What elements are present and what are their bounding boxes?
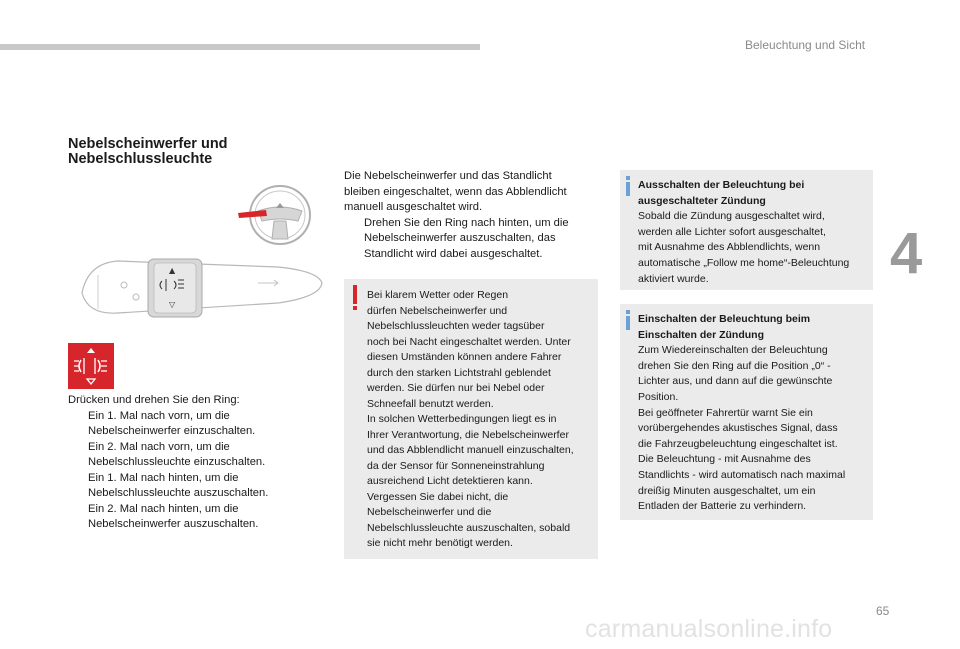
warning-line: Bei klarem Wetter oder Regen xyxy=(367,289,509,301)
fog-light-icon xyxy=(68,343,114,389)
list-item-line: Nebelscheinwerfer einzuschalten. xyxy=(88,425,256,437)
list-item-line: Ein 2. Mal nach vorn, um die xyxy=(88,440,230,453)
warning-line: Schneefall benutzt werden. xyxy=(367,397,494,410)
list-item xyxy=(344,216,594,263)
info-line: drehen Sie den Ring auf die Position „0“ - xyxy=(638,359,831,372)
list-item-line: Nebelschlussleuchte einzuschalten. xyxy=(88,456,266,468)
info-icon-bar xyxy=(626,316,630,330)
info-title: Einschalten der Beleuchtung beim xyxy=(638,313,811,325)
warning-box xyxy=(344,279,598,559)
paragraph-line: bleiben eingeschaltet, wenn das Abblendlicht xyxy=(344,185,567,198)
steering-wheel-illustration xyxy=(236,181,316,247)
info-line: Standlichts - wird automatisch nach maximal xyxy=(638,468,846,481)
info-line: werden alle Lichter sofort ausgeschaltet, xyxy=(638,225,826,238)
warning-line: Nebelscheinwerfer und die xyxy=(367,506,492,518)
list-item-line: Nebelscheinwerfer auszuschalten. xyxy=(88,518,259,530)
warning-icon-dot xyxy=(353,306,357,310)
info-line: dreißig Minuten ausgeschaltet, um ein xyxy=(638,484,816,497)
warning-line: diesen Umständen können andere Fahrer xyxy=(367,351,562,363)
paragraph-line: Die Nebelscheinwerfer und das Standlicht xyxy=(344,170,552,182)
info-line: Position. xyxy=(638,390,679,403)
list-item xyxy=(68,409,303,440)
list-item-line: Nebelschlussleuchte auszuschalten. xyxy=(88,487,269,499)
warning-line: Ihrer Verantwortung, die Nebelscheinwerfer xyxy=(367,428,569,441)
info-text xyxy=(638,312,870,515)
page-number: 65 xyxy=(876,604,890,618)
warning-text xyxy=(367,288,593,552)
warning-line: und das Abblendlicht manuell einzuschalten, xyxy=(367,444,574,456)
list-item-line: Standlicht wird dabei ausgeschaltet. xyxy=(364,247,543,260)
info-line: Lichter aus, und dann auf die gewünschte xyxy=(638,375,833,388)
info-text xyxy=(638,178,870,287)
info-icon xyxy=(626,310,630,314)
list-item xyxy=(68,471,303,502)
watermark: carmanualsonline.info xyxy=(585,615,833,643)
info-line: Entladen der Batterie zu verhindern. xyxy=(638,500,807,513)
ring-instructions xyxy=(68,393,303,533)
info-line: automatische „Follow me home“-Beleuchtung xyxy=(638,256,850,269)
warning-line: Vergessen Sie dabei nicht, die xyxy=(367,490,509,503)
lighting-stalk-illustration xyxy=(78,253,324,323)
info-box-lights-on xyxy=(620,304,873,520)
warning-line: ausreichend Licht detektieren kann. xyxy=(367,475,533,487)
warning-line: noch bei Nacht eingeschaltet werden. Unter xyxy=(367,335,571,348)
warning-line: Nebelschlussleuchte auszuschalten, sobald xyxy=(367,521,571,534)
list-item xyxy=(68,440,303,471)
ring-intro: Drücken und drehen Sie den Ring: xyxy=(68,394,240,406)
warning-line: werden. Sie dürfen nur bei Nebel oder xyxy=(367,382,545,394)
info-line: Sobald die Zündung ausgeschaltet wird, xyxy=(638,210,825,223)
info-box-lights-off xyxy=(620,170,873,290)
info-line: mit Ausnahme des Abblendlichts, wenn xyxy=(638,241,821,254)
info-title: Einschalten der Zündung xyxy=(638,328,765,341)
info-line: aktiviert wurde. xyxy=(638,272,709,285)
list-item-line: Ein 1. Mal nach hinten, um die xyxy=(88,471,239,484)
stalk-down-arrow: ▽ xyxy=(169,300,176,309)
list-item-line: Ein 2. Mal nach hinten, um die xyxy=(88,502,239,515)
info-title: ausgeschalteter Zündung xyxy=(638,194,766,207)
warning-line: durch den starken Lichtstrahl geblendet xyxy=(367,366,551,379)
info-line: Die Beleuchtung - mit Ausnahme des xyxy=(638,453,811,466)
warning-line: da der Sensor für Sonneneinstrahlung xyxy=(367,459,545,472)
warning-line: sie nicht mehr benötigt werden. xyxy=(367,537,513,549)
list-item-line: Ein 1. Mal nach vorn, um die xyxy=(88,409,230,422)
chapter-number: 4 xyxy=(890,221,923,286)
warning-icon xyxy=(353,285,357,304)
info-line: vorübergehendes akustisches Signal, dass xyxy=(638,422,838,435)
fog-light-explanation xyxy=(344,169,594,262)
heading-line-2: Nebelschlussleuchte xyxy=(68,151,213,167)
heading-line-1: Nebelscheinwerfer und xyxy=(68,136,228,152)
list-item xyxy=(68,502,303,533)
info-title: Ausschalten der Beleuchtung bei xyxy=(638,179,805,191)
header-bar xyxy=(0,44,480,50)
list-item-line: Drehen Sie den Ring nach hinten, um die xyxy=(364,216,569,229)
info-icon-bar xyxy=(626,182,630,196)
info-line: Zum Wiedereinschalten der Beleuchtung xyxy=(638,344,828,357)
info-line: die Fahrzeugbeleuchtung eingeschaltet ist. xyxy=(638,437,838,450)
warning-line: In solchen Wetterbedingungen liegt es in xyxy=(367,413,557,425)
section-title: Beleuchtung und Sicht xyxy=(745,38,866,52)
info-line: Bei geöffneter Fahrertür warnt Sie ein xyxy=(638,406,813,419)
warning-line: Nebelschlussleuchten weder tagsüber xyxy=(367,320,545,332)
stalk-up-arrow: ▲ xyxy=(169,266,176,275)
info-icon xyxy=(626,176,630,180)
page-heading xyxy=(68,137,228,167)
paragraph-line: manuell ausgeschaltet wird. xyxy=(344,201,483,213)
warning-line: dürfen Nebelscheinwerfer und xyxy=(367,304,508,317)
list-item-line: Nebelscheinwerfer auszuschalten, das xyxy=(364,232,556,244)
